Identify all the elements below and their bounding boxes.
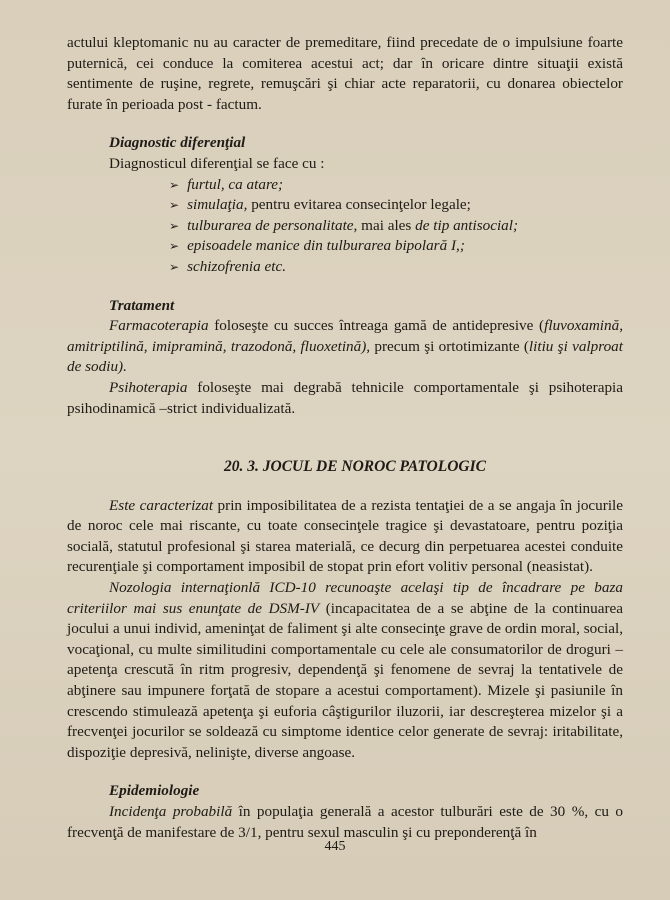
arrow-bullet-icon: ➢ (169, 218, 180, 233)
arrow-bullet-icon: ➢ (169, 177, 180, 192)
list-item: ➢ simulaţia, pentru evitarea consecinţelor legale; (169, 196, 471, 214)
arrow-bullet-icon: ➢ (169, 239, 180, 254)
joc-paragraph-1: Este caracterizat prin imposibilitatea de a rezista tentaţiei de a se angaja în jocurile de noroc cele mai riscante, cu toate consecinţele tragice şi devastatoare, pentru poziţia socială, statutul profesional şi starea materială, ce decurg din perpetuarea acestei conduite recurenţiale şi comportament imposibil de stopat prin efort volitiv personal (neasistat). (67, 496, 623, 576)
arrow-bullet-icon: ➢ (169, 259, 180, 274)
page-number: 445 (324, 839, 346, 854)
diagnostic-list (67, 175, 623, 278)
heading-epidemiologie: Epidemiologie (109, 782, 200, 800)
text-column (67, 33, 623, 843)
intro-paragraph: actului kleptomanic nu au caracter de premeditare, fiind precedate de o impulsiune foarte puternică, cei conduce la comiterea acestui act; dar în oricare dintre situaţii există sentimente de ruşine, regrete, remuşcări şi chiar acte reparatorii, cu donarea obiectelor furate în perioada post - factum. (67, 34, 623, 113)
list-item: ➢ tulburarea de personalitate, mai ales de tip antisocial; (169, 216, 519, 234)
chapter-title: 20. 3. JOCUL DE NOROC PATOLOGIC (224, 458, 486, 476)
epidemiologie-paragraph: Incidenţa probabilă în populaţia generală a acestor tulburări este de 30 %, cu o frecvenţă de manifestare de 3/1, pentru sexul masculin şi cu preponderenţă în (67, 803, 624, 841)
tratament-paragraph-2: Psihoterapia foloseşte mai degrabă tehnicile comportamentale şi psihoterapia psihodinamică –strict individualizată. (67, 378, 623, 417)
diagnostic-intro: Diagnosticul diferenţial se face cu : (109, 154, 325, 172)
heading-tratament: Tratament (109, 296, 175, 314)
list-item: ➢ episoadele manice din tulburarea bipolară I,; (169, 237, 465, 255)
heading-diagnostic: Diagnostic diferenţial (109, 134, 246, 152)
arrow-bullet-icon: ➢ (169, 198, 180, 213)
list-item: ➢ schizofrenia etc. (169, 257, 287, 275)
list-item: ➢ furtul, ca atare; (169, 175, 284, 193)
joc-paragraph-2: Nozologia internaţionlă ICD-10 recunoaşte acelaşi tip de încadrare pe baza criteriilor mai sus enunţate de DSM-IV (incapacitatea de a se abţine de la continuarea jocului a unui individ, ameninţat de faliment şi alte consecinţe grave de ordin moral, social, vocaţional, cu multe similitudini comportamentale cu cele ale consumatorilor de droguri – apetenţa crescută în ritm progresiv, dependenţă şi fenomene de sevraj la tentativele de abţinere sau impunere forţată de stopare a acestui comportament). Mizele şi pasiunile în crescendo stimulează apetenţa şi euforia câştigurilor iluzorii, iar descreşterea mizelor şi a frecvenţei jocurilor se soldează cu simptome identice celor generate de sevraj: iritabilitate, dispoziţie depresivă, nelinişte, diverse angoase. (67, 579, 624, 761)
tratament-paragraph-1: Farmacoterapia foloseşte cu succes întreaga gamă de antidepresive (fluvoxamină, amitriptilină, imipramină, trazodonă, fluoxetină), precum şi ortotimizante (litiu şi valproat de sodiu). (67, 317, 623, 376)
